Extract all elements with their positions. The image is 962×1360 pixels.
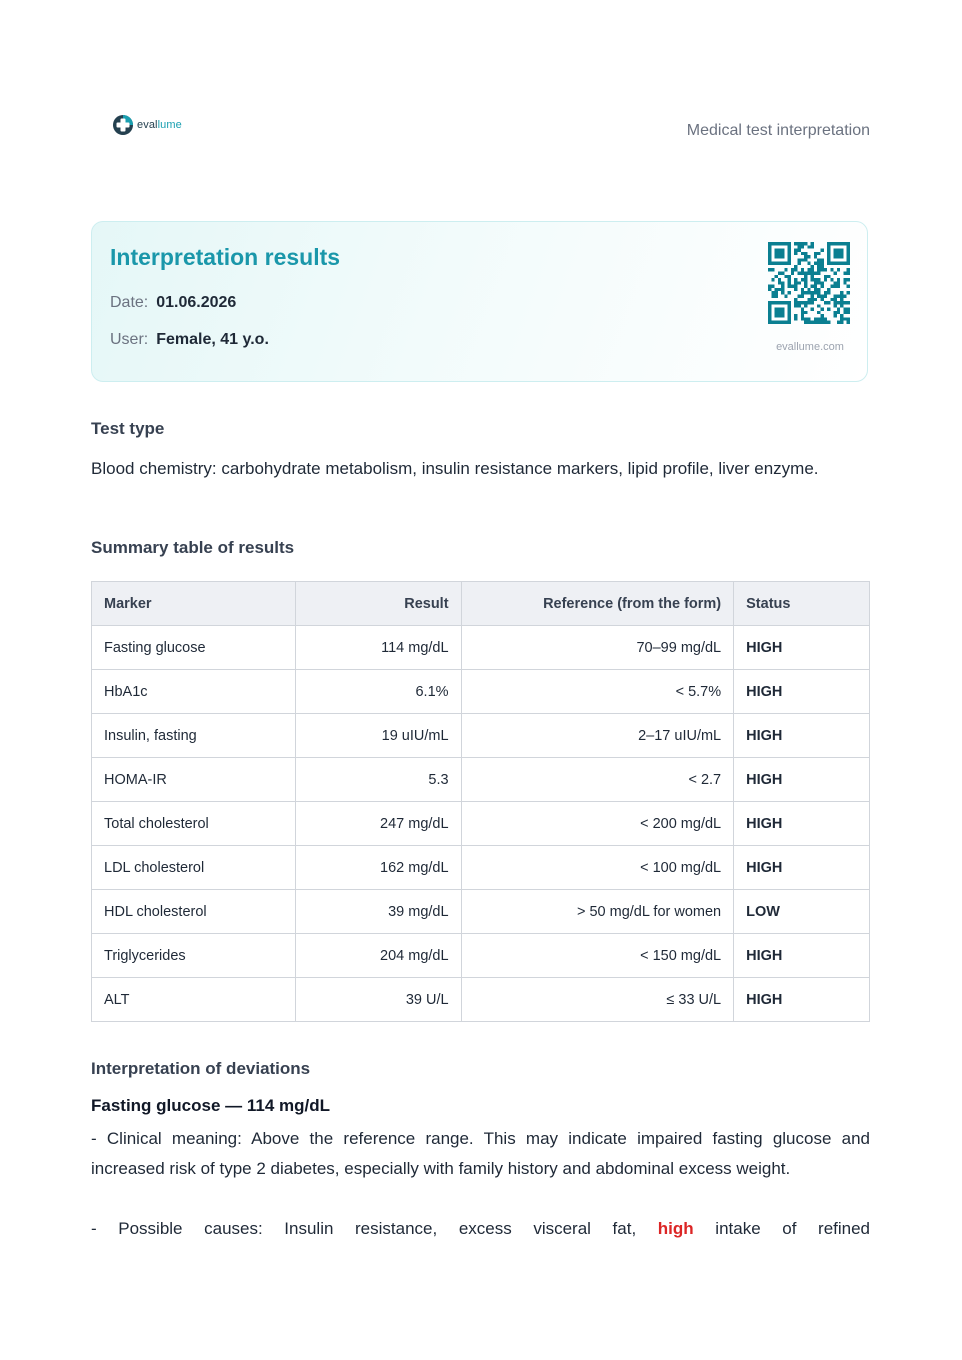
marker-cell: HOMA-IR	[92, 758, 296, 802]
status-badge: HIGH	[734, 802, 870, 846]
status-badge: HIGH	[734, 978, 870, 1022]
fasting-glucose-subheading: Fasting glucose — 114 mg/dL	[91, 1096, 330, 1115]
marker-cell: HbA1c	[92, 670, 296, 714]
result-cell: 247 mg/dL	[295, 802, 461, 846]
table-row	[92, 846, 870, 890]
reference-cell: < 5.7%	[461, 670, 734, 714]
status-badge: HIGH	[734, 846, 870, 890]
column-header-reference: Reference (from the form)	[461, 582, 734, 626]
causes-highlight: high	[657, 1219, 694, 1238]
reference-cell: 70–99 mg/dL	[461, 626, 734, 670]
page-header	[91, 112, 870, 152]
column-header-marker: Marker	[92, 582, 296, 626]
marker-cell: Total cholesterol	[92, 802, 296, 846]
marker-cell: LDL cholesterol	[92, 846, 296, 890]
marker-cell: Fasting glucose	[92, 626, 296, 670]
status-badge: HIGH	[734, 626, 870, 670]
results-summary-card	[91, 221, 868, 382]
table-header-row	[92, 582, 870, 626]
user-row	[110, 331, 269, 349]
result-cell: 5.3	[295, 758, 461, 802]
column-header-status: Status	[734, 582, 870, 626]
test-type-description: Blood chemistry: carbohydrate metabolism, insulin resistance markers, lipid profile, liver enzyme.	[91, 459, 819, 478]
document-type-label: Medical test interpretation	[686, 122, 870, 139]
result-cell: 6.1%	[295, 670, 461, 714]
reference-cell: < 150 mg/dL	[461, 934, 734, 978]
marker-cell: Insulin, fasting	[92, 714, 296, 758]
deviations-heading: Interpretation of deviations	[91, 1059, 311, 1078]
date-row	[110, 294, 236, 312]
brand-logo[interactable]	[112, 114, 182, 136]
causes-suffix: intake of refined	[715, 1219, 871, 1238]
results-table	[91, 581, 870, 1022]
reference-cell: < 100 mg/dL	[461, 846, 734, 890]
reference-cell: > 50 mg/dL for women	[461, 890, 734, 934]
brand-name: evallume	[137, 119, 182, 131]
table-row	[92, 890, 870, 934]
status-badge: HIGH	[734, 934, 870, 978]
status-badge: HIGH	[734, 758, 870, 802]
table-row	[92, 978, 870, 1022]
table-row	[92, 802, 870, 846]
user-value: Female, 41 y.o.	[156, 331, 269, 348]
marker-cell: ALT	[92, 978, 296, 1022]
result-cell: 39 mg/dL	[295, 890, 461, 934]
result-cell: 39 U/L	[295, 978, 461, 1022]
result-cell: 19 uIU/mL	[295, 714, 461, 758]
clinical-meaning-text: - Clinical meaning: Above the reference range. This may indicate impaired fasting glucose and increased risk of type 2 diabetes, especially with family history and abdominal excess weight.	[91, 1129, 870, 1178]
result-cell: 204 mg/dL	[295, 934, 461, 978]
marker-cell: HDL cholesterol	[92, 890, 296, 934]
card-title: Interpretation results	[110, 244, 341, 270]
status-badge: HIGH	[734, 670, 870, 714]
reference-cell: < 200 mg/dL	[461, 802, 734, 846]
summary-table-heading: Summary table of results	[91, 538, 295, 557]
result-cell: 114 mg/dL	[295, 626, 461, 670]
reference-cell: ≤ 33 U/L	[461, 978, 734, 1022]
column-header-result: Result	[295, 582, 461, 626]
reference-cell: 2–17 uIU/mL	[461, 714, 734, 758]
causes-prefix: - Possible causes: Insulin resistance, excess visceral fat,	[91, 1219, 637, 1238]
result-cell: 162 mg/dL	[295, 846, 461, 890]
plus-cross-logo-icon	[112, 114, 134, 136]
possible-causes-text	[91, 1214, 870, 1244]
qr-code-icon[interactable]	[768, 242, 850, 324]
table-row	[92, 758, 870, 802]
website-url[interactable]: evallume.com	[776, 341, 844, 353]
table-row	[92, 934, 870, 978]
marker-cell: Triglycerides	[92, 934, 296, 978]
user-label: User:	[110, 331, 149, 348]
date-label: Date:	[110, 294, 149, 311]
table-row	[92, 714, 870, 758]
reference-cell: < 2.7	[461, 758, 734, 802]
table-row	[92, 626, 870, 670]
status-badge: HIGH	[734, 714, 870, 758]
date-value: 01.06.2026	[156, 294, 237, 311]
table-row	[92, 670, 870, 714]
status-badge: LOW	[734, 890, 870, 934]
test-type-heading: Test type	[91, 419, 165, 438]
